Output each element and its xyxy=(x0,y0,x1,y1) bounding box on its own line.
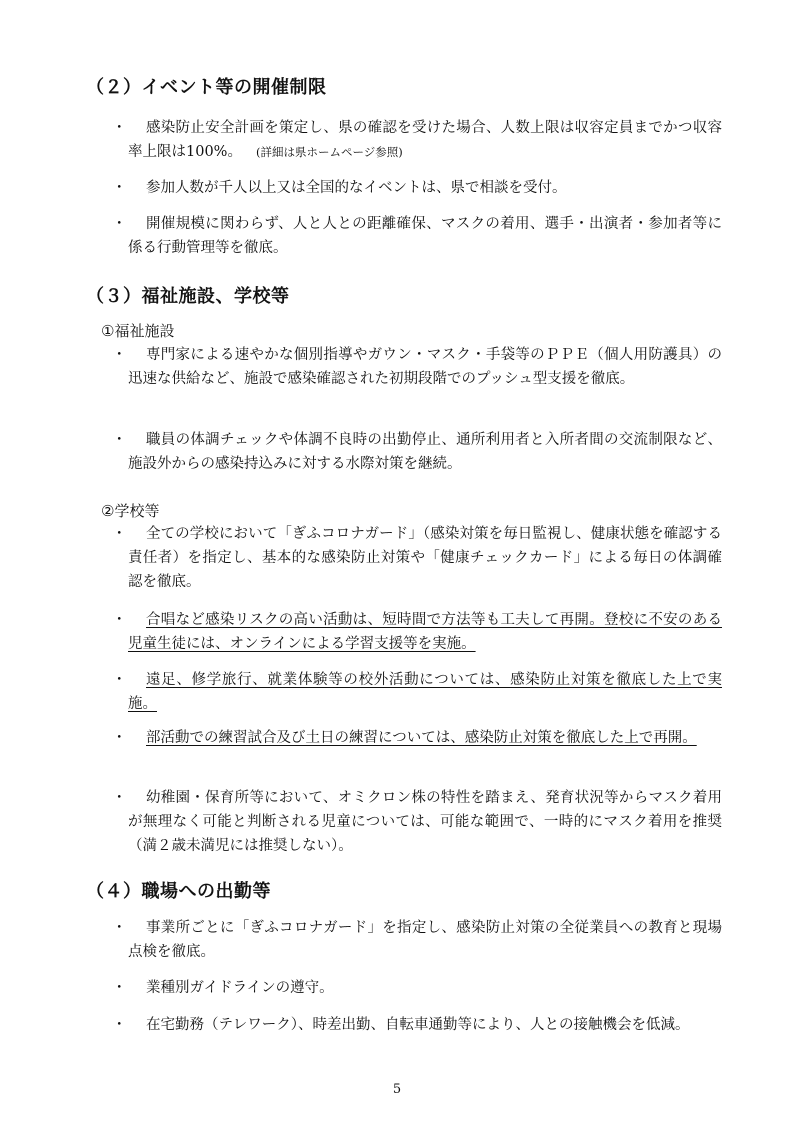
list-item xyxy=(112,726,722,750)
item-text: 合唱など感染リスクの高い活動は、短時間で方法等も工夫して再開。登校に不安のある児童生徒には、オンラインによる学習支援等を実施。 xyxy=(128,612,722,652)
item-text: 職員の体調チェックや体調不良時の出勤停止、通所利用者と入所者間の交流制限など、施設外からの感染持込みに対する水際対策を継続。 xyxy=(128,432,722,472)
page-number: 5 xyxy=(392,1082,402,1097)
list-item xyxy=(112,976,722,1000)
bullet-icon: ・ xyxy=(112,672,127,688)
item-text: 事業所ごとに「ぎふコロナガード」を指定し、感染防止対策の全従業員への教育と現場点検を徹底。 xyxy=(128,920,722,960)
item-text: 感染防止安全計画を策定し、県の確認を受けた場合、人数上限は収容定員までかつ収容率上限は100%。 xyxy=(128,120,722,160)
bullet-icon: ・ xyxy=(112,790,127,806)
bullet-icon: ・ xyxy=(112,216,127,232)
list-item xyxy=(112,608,722,656)
list-item xyxy=(112,176,722,200)
bullet-icon: ・ xyxy=(112,612,127,628)
list-item xyxy=(112,522,722,594)
bullet-icon: ・ xyxy=(112,347,127,363)
item-text: 参加人数が千人以上又は全国的なイベントは、県で相談を受付。 xyxy=(146,180,567,196)
bullet-icon: ・ xyxy=(112,980,127,996)
item-text: 遠足、修学旅行、就業体験等の校外活動については、感染防止対策を徹底した上で実施。 xyxy=(128,672,722,712)
item-text: 部活動での練習試合及び土日の練習については、感染防止対策を徹底した上で再開。 xyxy=(146,730,697,746)
item-text: 業種別ガイドラインの遵守。 xyxy=(146,980,334,996)
subsection-title-welfare: ①福祉施設 xyxy=(101,322,175,340)
list-item xyxy=(112,916,722,964)
bullet-icon: ・ xyxy=(112,120,127,136)
item-text: 全ての学校において「ぎふコロナガード」（感染対策を毎日監視し、健康状態を確認する責任者）を指定し、基本的な感染防止対策や「健康チェックカード」による毎日の体調確認を徹底。 xyxy=(128,526,722,590)
list-item xyxy=(112,116,722,164)
bullet-icon: ・ xyxy=(112,920,127,936)
list-item xyxy=(112,428,722,476)
item-text: 幼稚園・保育所等において、オミクロン株の特性を踏まえ、発育状況等からマスク着用が無理なく可能と判断される児童については、可能な範囲で、一時的にマスク着用を推奨（満２歳未満児には推奨しない）。 xyxy=(128,790,722,854)
list-item xyxy=(112,786,722,858)
bullet-icon: ・ xyxy=(112,1017,127,1033)
bullet-icon: ・ xyxy=(112,526,127,542)
bullet-icon: ・ xyxy=(112,180,127,196)
list-item xyxy=(112,1013,722,1037)
bullet-icon: ・ xyxy=(112,730,127,746)
section-heading-welfare-schools: （３）福祉施設、学校等 xyxy=(86,286,290,307)
item-text: 開催規模に関わらず、人と人との距離確保、マスクの着用、選手・出演者・参加者等に係る行動管理等を徹底。 xyxy=(128,216,722,256)
bullet-icon: ・ xyxy=(112,432,127,448)
item-text: 在宅勤務（テレワーク）、時差出勤、自転車通勤等により、人との接触機会を低減。 xyxy=(146,1017,690,1033)
list-item xyxy=(112,212,722,260)
list-item xyxy=(112,343,722,391)
section-heading-events: （２）イベント等の開催制限 xyxy=(86,77,327,98)
section-heading-workplace: （４）職場への出勤等 xyxy=(86,881,271,902)
item-text: 専門家による速やかな個別指導やガウン・マスク・手袋等のＰＰＥ（個人用防護具）の迅速な供給など、施設で感染確認された初期段階でのプッシュ型支援を徹底。 xyxy=(128,347,722,387)
item-note: (詳細は県ホームページ参照) xyxy=(255,145,403,159)
subsection-title-schools: ②学校等 xyxy=(101,502,160,520)
list-item xyxy=(112,668,722,716)
